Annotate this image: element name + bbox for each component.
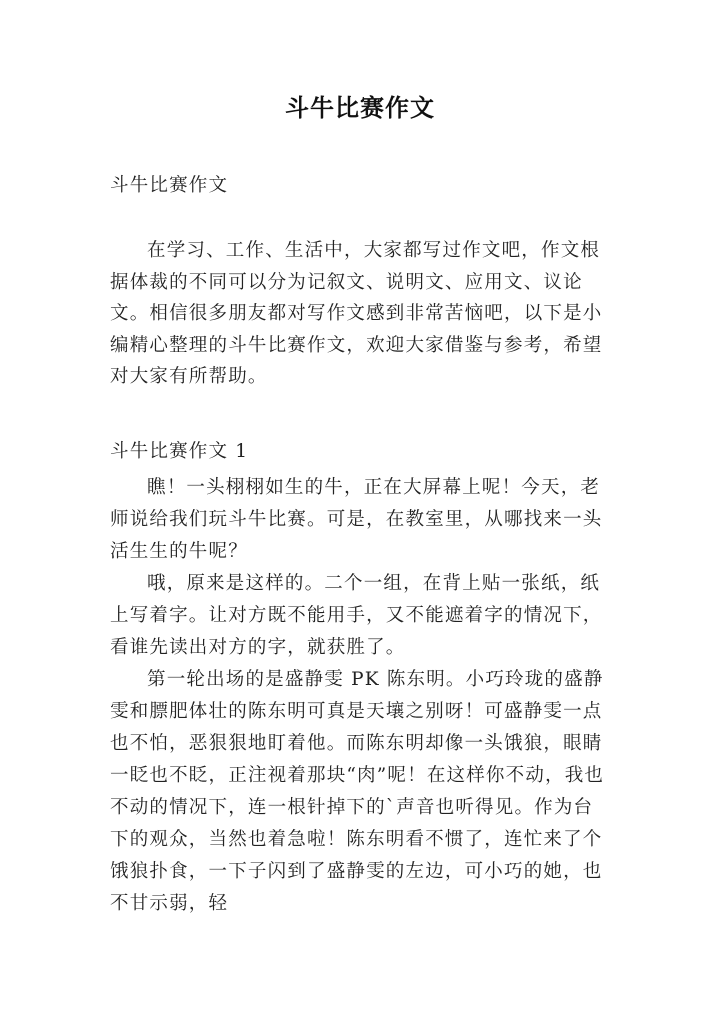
intro-paragraph-block: [110, 235, 612, 393]
intro-paragraph: 在学习、工作、生活中，大家都写过作文吧，作文根据体裁的不同可以分为记叙文、说明文、应用文、议论文。相信很多朋友都对写作文感到非常苦恼吧，以下是小编精心整理的斗牛比赛作文，欢迎大家借鉴与参考，希望对大家有所帮助。: [110, 240, 603, 387]
section-heading: 斗牛比赛作文 1: [110, 441, 249, 462]
story-paragraph-3: 第一轮出场的是盛静雯 PK 陈东明。小巧玲珑的盛静雯和膘肥体壮的陈东明可真是天壤之别呀！可盛静雯一点也不怕，恶狠狠地盯着他。而陈东明却像一头饿狼，眼睛一眨也不眨，正注视着那块“肉”呢！在这样你不动，我也不动的情况下，连一根针掉下的`声音也听得见。作为台下的观众，当然也着急啦！陈东明看不惯了，连忙来了个饿狼扑食，一下子闪到了盛静雯的左边，可小巧的她，也不甘示弱，轻: [110, 669, 605, 914]
story-paragraph-2: 哦，原来是这样的。二个一组，在背上贴一张纸，纸上写着字。让对方既不能用手，又不能遮着字的情况下，看谁先读出对方的字，就获胜了。: [110, 573, 603, 658]
document-title: 斗牛比赛作文: [285, 93, 435, 122]
story-paragraph-1: 瞧！一头栩栩如生的牛，正在大屏幕上呢！今天，老师说给我们玩斗牛比赛。可是，在教室里，从哪找来一头活生生的牛呢？: [110, 477, 603, 562]
story-body: [110, 472, 612, 920]
document-subtitle: 斗牛比赛作文: [110, 175, 229, 196]
